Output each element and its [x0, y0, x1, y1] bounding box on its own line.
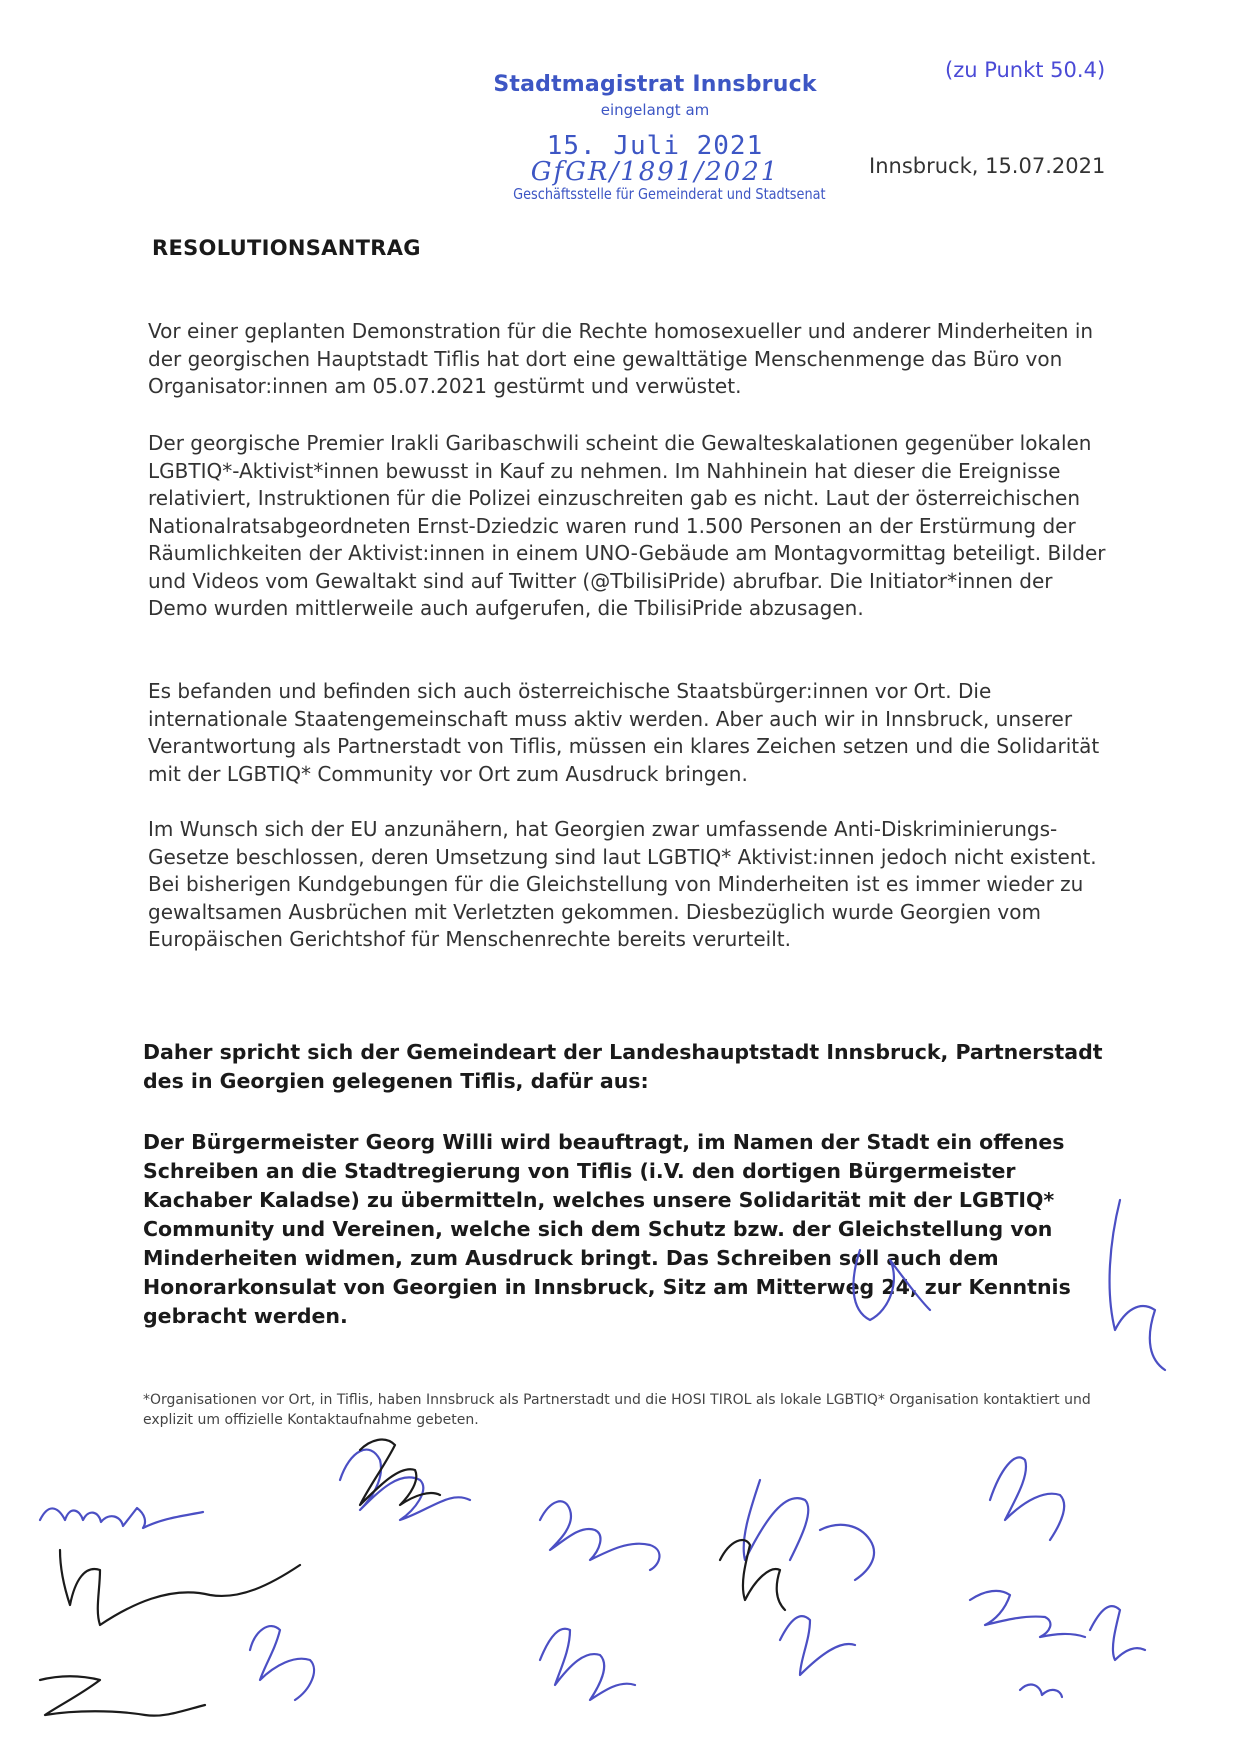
signature-7 [990, 1457, 1064, 1540]
signature-16 [60, 1550, 300, 1625]
signature-18 [40, 1676, 205, 1715]
signature-12 [1020, 1685, 1062, 1697]
signature-14 [1090, 1606, 1145, 1660]
signature-8 [970, 1591, 1085, 1637]
paragraph-3: Es befanden und befinden sich auch österreichische Staatsbürger:innen vor Ort. Die internationale Staatengemeinschaft muss aktiv werden. Aber auch wir in Innsbruck, unserer Verantwortung als Partnerstadt von Tiflis, müssen ein klares Zeichen setzen und die Solidarität mit der LGBTIQ* Community vor Ort zum Ausdruck bringen. [148, 679, 1100, 786]
receipt-stamp [490, 72, 826, 203]
signature-9 [250, 1626, 314, 1700]
stamp-file-number: GfGR/1891/2021 [530, 157, 780, 187]
place-date: Innsbruck, 15.07.2021 [869, 154, 1106, 178]
paragraph-1: Vor einer geplanten Demonstration für die Rechte homosexueller und anderer Minderheiten in der georgischen Hauptstadt Tiflis hat dort eine gewalttätige Menschenmenge das Büro von Organisator:innen am 05.07.2021 gestürmt und verwüstet. [148, 319, 1094, 398]
resolution-text: Der Bürgermeister Georg Willi wird beauftragt, im Namen der Stadt ein offenes Schreiben an die Stadtregierung von Tiflis (i.V. den dortigen Bürgermeister Kachaber Kaladse) zu übermitteln, welches unsere Solidarität mit der LGBTIQ* Community und Vereinen, welche sich dem Schutz bzw. der Gleichstellung von Minderheiten widmen, zum Ausdruck bringt. Das Schreiben soll auch dem Honorarkonsulat von Georgien in Innsbruck, Sitz am Mitterweg 24, zur Kenntnis gebracht werden. [143, 1130, 1071, 1328]
signature-2 [340, 1450, 470, 1520]
footnote: *Organisationen vor Ort, in Tiflis, haben Innsbruck als Partnerstadt und die HOSI TIROL als lokale LGBTIQ* Organisation kontaktiert und explizit um offizielle Kontaktaufnahme gebeten. [143, 1392, 1091, 1428]
stamp-received-label: eingelangt am [600, 101, 710, 119]
signature-15 [360, 1440, 440, 1505]
signature-4 [744, 1480, 809, 1560]
stamp-received-date: 15. Juli 2021 [546, 131, 764, 161]
signature-3 [540, 1501, 659, 1570]
signature-11 [780, 1616, 855, 1675]
paragraph-2: Der georgische Premier Irakli Garibaschwili scheint die Gewalteskalationen gegenüber lokalen LGBTIQ*-Aktivist*innen bewusst in Kauf zu nehmen. Im Nahhinein hat dieser die Ereignisse relativiert, Instruktionen für die Polizei einzuschreiten gab es nicht. Laut der österreichischen Nationalratsabgeordneten Ernst-Dziedzic waren rund 1.500 Personen an der Erstürmung der Räumlichkeiten der Aktivist:innen in einem UNO-Gebäude am Montagvormittag beteiligt. Bilder und Videos vom Gewaltakt sind auf Twitter (@TbilisiPride) abrufbar. Die Initiator*innen der Demo wurden mittlerweile auch aufgerufen, die TbilisiPride abzusagen. [148, 431, 1106, 620]
signature-1 [40, 1508, 203, 1528]
signature-6 [1110, 1200, 1165, 1370]
stamp-organization: Stadtmagistrat Innsbruck [493, 72, 817, 97]
agenda-reference: (zu Punkt 50.4) [945, 58, 1106, 82]
signature-13 [820, 1525, 874, 1580]
document-title: RESOLUTIONSANTRAG [152, 236, 421, 260]
signature-17 [720, 1540, 785, 1610]
signature-10 [540, 1629, 635, 1700]
resolution-intro: Daher spricht sich der Gemeindeart der Landeshauptstadt Innsbruck, Partnerstadt des in Georgien gelegenen Tiflis, dafür aus: [143, 1040, 1103, 1093]
stamp-department: Geschäftsstelle für Gemeinderat und Stadtsenat [513, 185, 826, 203]
paragraph-4: Im Wunsch sich der EU anzunähern, hat Georgien zwar umfassende Anti-Diskriminierungs-Gesetze beschlossen, deren Umsetzung sind laut LGBTIQ* Aktivist:innen jedoch nicht existent. Bei bisherigen Kundgebungen für die Gleichstellung von Minderheiten ist es immer wieder zu gewaltsamen Ausbrüchen mit Verletzten gekommen. Diesbezüglich wurde Georgien vom Europäischen Gerichtshof für Menschenrechte bereits verurteilt. [148, 817, 1097, 951]
